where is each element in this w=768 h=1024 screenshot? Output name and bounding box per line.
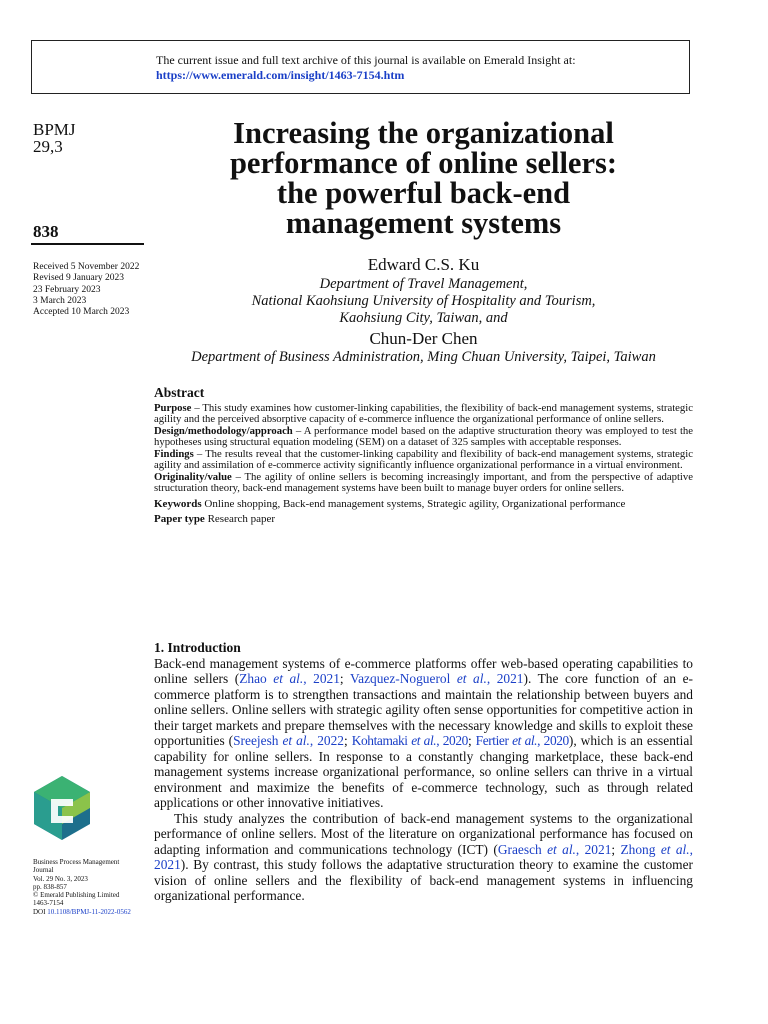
body-text: ). By contrast, this study follows the adaptative structuration theory to examine the customer vision of online sellers and the flexibility of back-end management systems in influencing organizational performance. xyxy=(154,857,693,903)
doi-link[interactable]: 10.1108/BPMJ-11-2022-0562 xyxy=(47,907,131,916)
body-text: ; xyxy=(339,671,350,686)
abstract-paper-type xyxy=(154,514,693,526)
introduction-section xyxy=(154,640,693,904)
body-text: ; xyxy=(467,733,476,748)
body-text: ). The core function of an e-commerce platform is to strengthen transactions and maintain the relationship between buyers and online sellers. Online sellers with strategic agility often sense opportunities for competitive action in their target markets and prepare themselves with the necessary knowledge and skills to exploit these opportunities ( xyxy=(154,671,693,748)
affiliation-line: National Kaohsiung University of Hospitality and Tourism, xyxy=(251,293,596,309)
findings-text: – The results reveal that the customer-linking capability and flexibility of back-end management systems, strategic agility and assimilation of e-commerce activity significantly influence organizational performance in a virtual environment. xyxy=(154,447,693,471)
body-text: ; xyxy=(611,841,621,857)
citation-link[interactable]: Kohtamaki et al., 2020 xyxy=(351,733,468,748)
design-label: Design/methodology/approach xyxy=(154,424,293,437)
abstract-design xyxy=(154,426,693,449)
pub-journal-name: Business Process Management xyxy=(33,858,120,866)
abstract-keywords xyxy=(154,499,693,511)
doi-label: DOI xyxy=(33,907,46,916)
pub-pages: pp. 838-857 xyxy=(33,882,67,891)
publication-info xyxy=(33,858,131,916)
citation-link[interactable]: Zhong et al., 2021 xyxy=(154,841,693,872)
citation-link[interactable]: Vazquez-Noguerol et al., 2021 xyxy=(349,671,524,686)
journal-abbreviation xyxy=(33,121,76,155)
abstract-purpose xyxy=(154,403,693,426)
design-text: – A performance model based on the adaptive structuration theory was employed to test the hypotheses using structural equation modeling (SEM) on a dataset of 325 samples with acceptable responses. xyxy=(154,424,693,448)
pub-volume: Vol. 29 No. 3, 2023 xyxy=(33,874,88,883)
title-line: management systems xyxy=(285,206,562,240)
journal-url-link[interactable]: https://www.emerald.com/insight/1463-7154.htm xyxy=(156,68,405,82)
abstract-originality xyxy=(154,472,693,495)
body-text: Back-end management systems of e-commerce platforms offer web-based operating capabilities to online sellers ( xyxy=(154,655,693,686)
title-line: Increasing the organizational xyxy=(233,116,614,150)
purpose-text: – This study examines how customer-linking capabilities, the flexibility of back-end management systems, strategic agility and the perceived absorptive capacity of e-commerce influence the organizational performance of online sellers. xyxy=(154,401,693,425)
title-line: the powerful back-end xyxy=(276,176,571,210)
body-text: ), which is an essential capability for online sellers. In response to a constantly changing marketplace, these back-end management systems increase organizational performance, so online sellers can thrive in a virtual environment and maximize the benefits of e-commerce technology, such as through related applications or other innovative initiatives. xyxy=(154,733,693,810)
history-revised-2: 23 February 2023 xyxy=(33,284,101,295)
purpose-label: Purpose xyxy=(154,401,192,414)
history-revised-3: 3 March 2023 xyxy=(33,295,87,306)
introduction-heading: 1. Introduction xyxy=(154,640,241,655)
title-line: performance of online sellers: xyxy=(229,146,618,180)
author-1: Edward C.S. Ku xyxy=(367,255,480,274)
page-number: 838 xyxy=(33,222,59,241)
author-1-affiliation xyxy=(150,276,697,327)
pub-journal-name-2: Journal xyxy=(33,866,54,875)
keywords-text: Online shopping, Back-end management systems, Strategic agility, Organizational performance xyxy=(201,497,626,510)
submission-history xyxy=(33,262,139,318)
abstract-findings xyxy=(154,449,693,472)
pub-doi xyxy=(33,908,131,916)
history-accepted: Accepted 10 March 2023 xyxy=(33,307,130,318)
citation-link[interactable]: Graesch et al., 2021 xyxy=(497,841,612,857)
affiliation-line: Department of Travel Management, xyxy=(319,276,528,292)
author-2: Chun-Der Chen xyxy=(369,329,478,348)
author-2-affiliation: Department of Business Administration, Ming Chuan University, Taipei, Taiwan xyxy=(191,349,656,365)
abstract-heading: Abstract xyxy=(154,385,205,400)
keywords-label: Keywords xyxy=(154,497,202,510)
history-received: Received 5 November 2022 xyxy=(33,262,140,272)
findings-label: Findings xyxy=(154,447,194,460)
citation-link[interactable]: Fertier et al., 2020 xyxy=(475,733,569,748)
originality-label: Originality/value xyxy=(154,470,232,483)
citation-link[interactable]: Sreejesh et al., 2022 xyxy=(233,733,345,748)
originality-text: – The agility of online sellers is becoming increasingly important, and from the perspective of adaptive structuration theory, back-end management systems have been built to manage buyer orders for online sellers. xyxy=(154,470,693,494)
body-text: ; xyxy=(344,733,352,748)
affiliation-line: Kaohsiung City, Taiwan, and xyxy=(339,310,508,326)
history-revised: Revised 9 January 2023 xyxy=(33,273,125,284)
abstract-section xyxy=(154,387,693,526)
intro-paragraph-1 xyxy=(154,656,693,811)
pub-issn: 1463-7154 xyxy=(33,899,64,908)
citation-link[interactable]: Zhao et al., 2021 xyxy=(239,671,340,686)
body-text: This study analyzes the contribution of back-end management systems to the organizational performance of online sellers. Most of the literature on organizational performance has focused on adapting information and communications technology (ICT) ( xyxy=(154,810,693,857)
intro-paragraph-2 xyxy=(154,811,693,904)
pub-copyright: © Emerald Publishing Limited xyxy=(33,891,120,900)
paper-type-text: Research paper xyxy=(204,513,276,525)
paper-type-label: Paper type xyxy=(154,513,205,525)
sidebar-divider xyxy=(31,243,144,245)
journal-logo-icon xyxy=(33,775,91,841)
journal-abbr-text: BPMJ xyxy=(33,120,76,139)
journal-header-box xyxy=(31,40,690,94)
volume-issue: 29,3 xyxy=(33,137,63,156)
article-title xyxy=(150,118,697,238)
availability-text: The current issue and full text archive of this journal is available on Emerald Insight at: xyxy=(156,53,576,67)
